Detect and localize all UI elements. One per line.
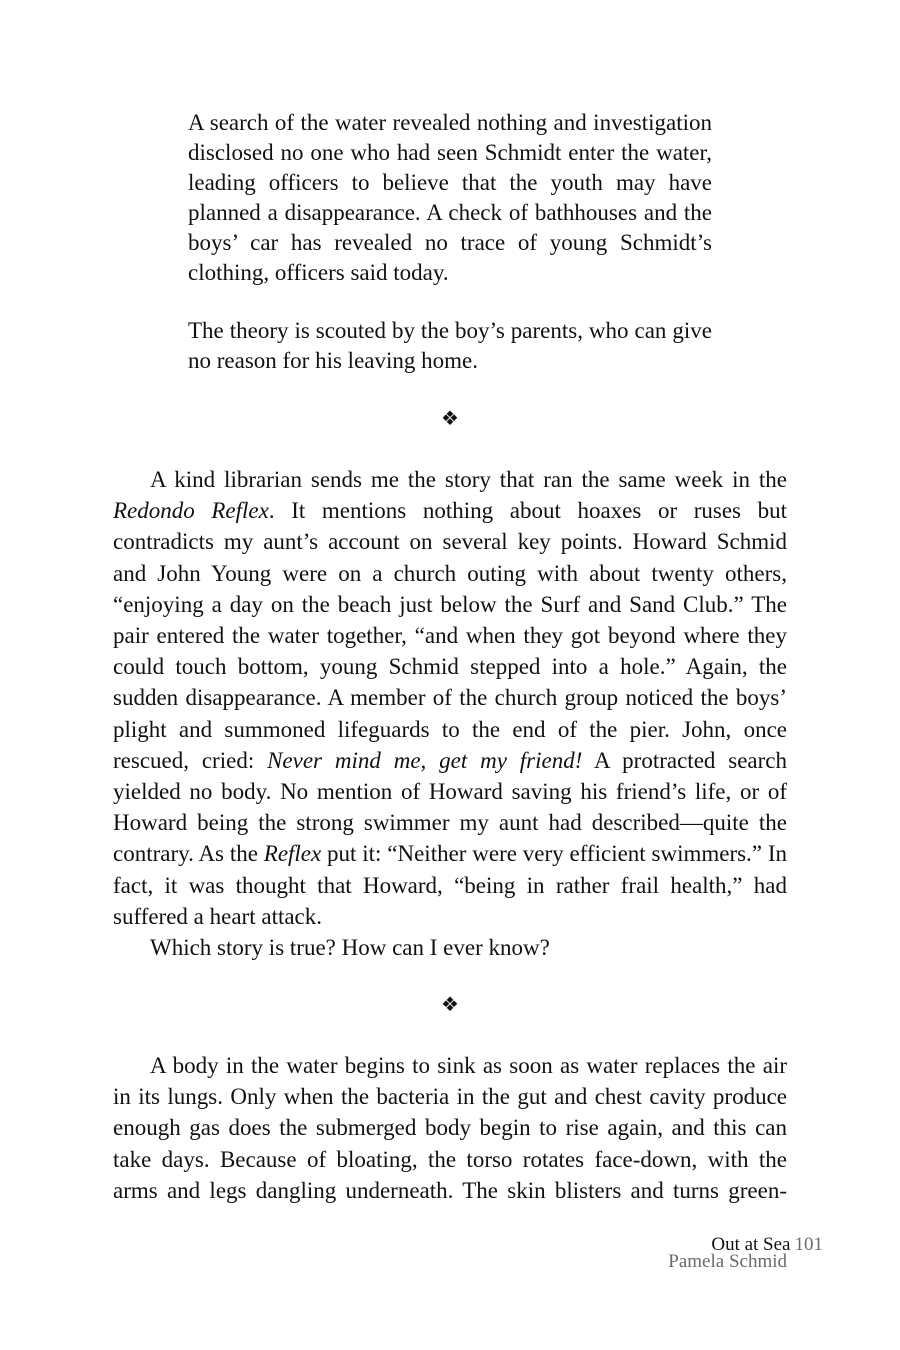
quote-paragraph: The theory is scouted by the boy’s parents, who can give no reason for his leaving home. — [188, 318, 712, 373]
running-title: Out at Sea — [711, 1234, 791, 1255]
italic-publication-title: Redondo Reflex — [113, 498, 269, 524]
section-break-ornament-icon: ❖ — [441, 994, 459, 1016]
page-footer — [668, 1236, 823, 1270]
section-break-ornament-icon: ❖ — [441, 408, 459, 430]
body-paragraph: A body in the water begins to sink as soon as water replaces the air in its lungs. Only when the bacteria in the gut and chest cavity produce enough gas does the submerged body begin to rise again, and this can take days. Because of bloating, the torso rotates face-down, with the arms and legs dangling underneath. The skin blisters and turns green- — [113, 1053, 787, 1203]
body-paragraph: Which story is true? How can I ever know? — [150, 935, 550, 961]
italic-quote: Never mind me, get my friend! — [267, 747, 583, 773]
page-number: 101 — [794, 1234, 823, 1255]
running-author: Pamela Schmid — [668, 1251, 787, 1272]
newspaper-quote — [188, 108, 712, 404]
quote-paragraph: A search of the water revealed nothing and investigation disclosed no one who had seen Schmidt enter the water, leading officers to believe that the youth may have planned a disappearance. A check of bathhouses and the boys’ car has revealed no trace of young Schmidt’s clothing, officers said today. — [188, 110, 712, 285]
section-body-in-water — [113, 1050, 787, 1206]
italic-publication-title: Reflex — [263, 841, 322, 867]
section-librarian-story — [113, 464, 787, 963]
body-paragraph: A kind librarian sends me the story that ran the same week in the Redondo Reflex. It mentions nothing about hoaxes or ruses but contradicts my aunt’s account on several key points. Howard Schmid and John Young were on a church outing with about twenty others, “enjoying a day on the beach just below the Surf and Sand Club.” The pair entered the water together, “and when they got beyond where they could touch bottom, young Schmid stepped into a hole.” Again, the sudden disappearance. A member of the church group noticed the boys’ plight and summoned lifeguards to the end of the pier. John, once rescued, cried: Never mind me, get my friend! A protracted search yielded no body. No mention of Howard saving his friend’s life, or of Howard being the strong swimmer my aunt had described—quite the contrary. As the Reflex put it: “Neither were very efficient swimmers.” In fact, it was thought that Howard, “being in rather frail health,” had suffered a heart attack. — [113, 467, 788, 929]
